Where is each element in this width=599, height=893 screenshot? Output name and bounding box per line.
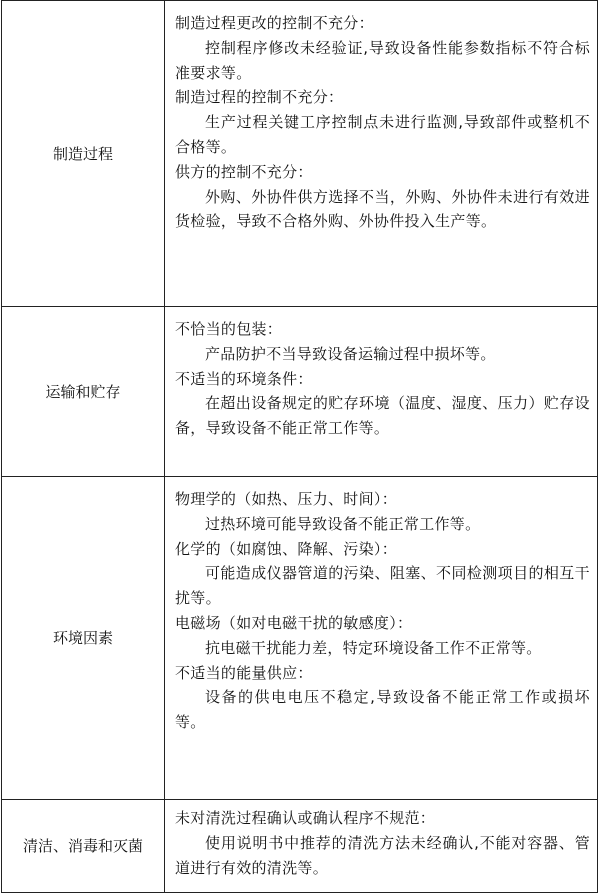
item-heading: 供方的控制不充分： (175, 162, 313, 181)
item-heading: 制造过程更改的控制不充分： (175, 14, 374, 32)
table-row (2, 800, 598, 893)
category-cell: 清洁、消毒和灭菌 (2, 800, 165, 893)
item-body: 设备的供电电压不稳定,导致设备不能正常工作或损坏等。 (175, 688, 590, 732)
table-row (2, 1, 598, 307)
item-body: 产品防护不当导致设备运输过程中损坏等。 (205, 344, 496, 363)
item-body: 可能造成仪器管道的污染、阻塞、不同检测项目的相互干扰等。 (175, 564, 590, 608)
item-heading: 物理学的（如热、压力、时间）： (175, 490, 398, 508)
item-body: 外购、外协件供方选择不当，外购、外协件未进行有效进货检验，导致不合格外购、外协件投入生产等。 (175, 187, 590, 231)
item-body: 抗电磁干扰能力差，特定环境设备工作不正常等。 (205, 638, 542, 657)
category-cell: 制造过程 (2, 1, 165, 307)
table-row (2, 477, 598, 800)
category-cell: 环境因素 (2, 477, 165, 800)
item-heading: 未对清洗过程确认或确认程序不规范： (175, 809, 436, 827)
item-heading: 不适当的环境条件： (175, 369, 313, 388)
item-heading: 不适当的能量供应： (175, 663, 313, 682)
category-cell: 运输和贮存 (2, 307, 165, 477)
description-cell (165, 477, 598, 800)
item-heading: 电磁场（如对电磁干扰的敏感度）： (175, 613, 413, 632)
item-body: 控制程序修改未经验证,导致设备性能参数指标不符合标准要求等。 (175, 38, 590, 82)
item-heading: 不恰当的包装： (175, 320, 283, 338)
item-body: 在超出设备规定的贮存环境（温度、湿度、压力）贮存设备，导致设备不能正常工作等。 (175, 394, 590, 438)
hazard-table (1, 0, 598, 893)
item-heading: 制造过程的控制不充分： (175, 88, 344, 107)
item-body: 过热环境可能导致设备不能正常工作等。 (205, 514, 481, 533)
table-row (2, 307, 598, 477)
item-body: 生产过程关键工序控制点未进行监测,导致部件或整机不合格等。 (175, 113, 590, 156)
item-body: 使用说明书中推荐的清洗方法未经确认,不能对容器、管道进行有效的清洗等。 (175, 833, 590, 877)
description-cell (165, 800, 598, 893)
item-heading: 化学的（如腐蚀、降解、污染）： (175, 539, 398, 558)
description-cell (165, 307, 598, 477)
description-cell (165, 1, 598, 307)
